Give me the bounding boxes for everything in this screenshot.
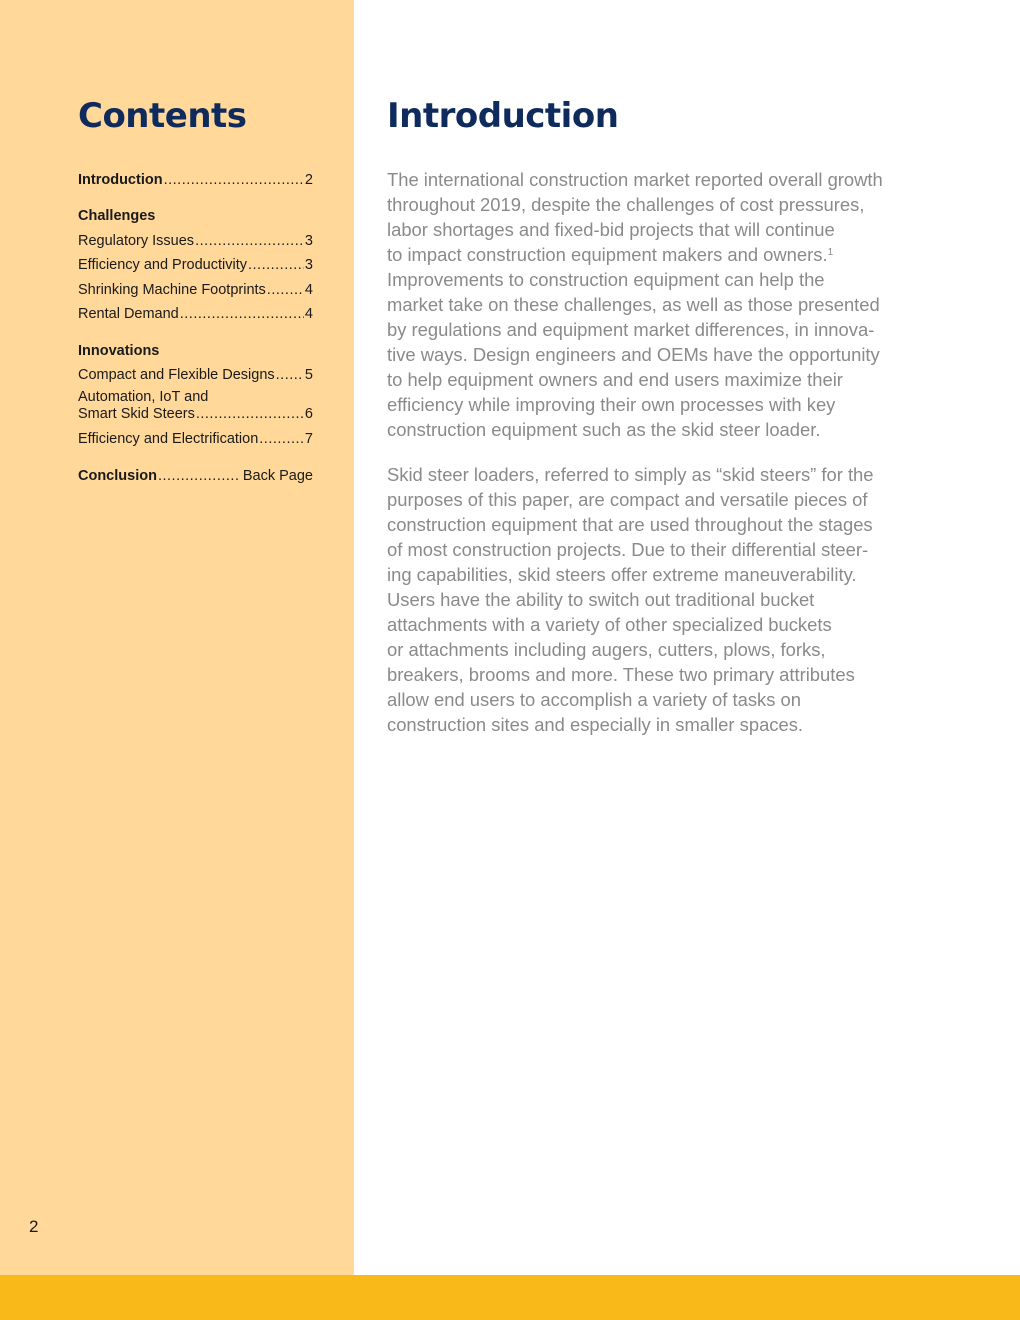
toc-entry-page: 7 <box>304 430 313 447</box>
introduction-title: Introduction <box>387 96 619 136</box>
toc-leader-dots <box>180 306 304 323</box>
toc-leader-dots <box>259 431 304 448</box>
toc-leader-dots <box>158 468 239 485</box>
text-line-content: to impact construction equipment makers and owners. <box>387 244 828 265</box>
text-line: The international construction market reported overall growth <box>387 169 883 190</box>
toc-entry-conclusion[interactable] <box>78 461 313 486</box>
text-line: of most construction projects. Due to their differential steer- <box>387 539 869 560</box>
toc-entry-label: Regulatory Issues <box>78 232 195 249</box>
toc-entry-label: Introduction <box>78 171 163 188</box>
toc-entry-label: Compact and Flexible Designs <box>78 367 275 383</box>
text-line: ing capabilities, skid steers offer extreme maneuverability. <box>387 564 857 585</box>
toc-leader-dots <box>267 282 304 299</box>
text-line: purposes of this paper, are compact and versatile pieces of <box>387 489 868 510</box>
toc-entry-label: Efficiency and Electrification <box>78 430 259 447</box>
toc-entry-label-line1: Automation, IoT and <box>78 389 209 405</box>
toc-leader-dots <box>195 233 304 250</box>
text-line: or attachments including augers, cutters, plows, forks, <box>387 639 826 660</box>
toc-entry-rental-demand[interactable] <box>78 299 313 324</box>
toc-leader-dots <box>276 367 304 384</box>
text-line: throughout 2019, despite the challenges of cost pressures, <box>387 194 865 215</box>
text-line: construction equipment that are used throughout the stages <box>387 514 873 535</box>
introduction-body <box>387 167 907 757</box>
text-line: breakers, brooms and more. These two primary attributes <box>387 664 855 685</box>
toc-entry-page: 4 <box>304 281 313 298</box>
page-number: 2 <box>29 1217 39 1236</box>
toc-entry-label: Efficiency and Productivity <box>78 257 247 273</box>
toc-leader-dots <box>196 406 304 423</box>
toc-entry-regulatory-issues[interactable] <box>78 225 313 250</box>
toc-leader-dots <box>164 172 304 189</box>
text-line: attachments with a variety of other specialized buckets <box>387 614 832 635</box>
contents-title: Contents <box>78 96 247 136</box>
footer-bar <box>0 1275 1020 1320</box>
toc-entry-efficiency-productivity[interactable] <box>78 250 313 275</box>
text-line: construction sites and especially in smaller spaces. <box>387 714 804 735</box>
text-line: construction equipment such as the skid steer loader. <box>387 419 821 440</box>
toc-entry-label: Smart Skid Steers <box>78 406 195 422</box>
text-line: Improvements to construction equipment can help the <box>387 269 825 290</box>
introduction-paragraph-2 <box>387 462 907 737</box>
toc-entry-label: Shrinking Machine Footprints <box>78 281 266 298</box>
toc-entry-page: 3 <box>304 257 313 273</box>
toc-entry-compact-designs[interactable] <box>78 360 313 385</box>
toc-heading-innovations: Innovations <box>78 342 160 359</box>
footnote-marker: 1 <box>827 247 834 258</box>
text-line: efficiency while improving their own processes with key <box>387 394 836 415</box>
toc-entry-page: 2 <box>304 171 313 188</box>
toc-entry-label: Conclusion <box>78 468 157 484</box>
text-line: tive ways. Design engineers and OEMs have the opportunity <box>387 344 880 365</box>
toc-heading-challenges: Challenges <box>78 208 156 224</box>
introduction-paragraph-1 <box>387 167 907 442</box>
text-line: Skid steer loaders, referred to simply as “skid steers” for the <box>387 464 874 485</box>
text-line: allow end users to accomplish a variety of tasks on <box>387 689 801 710</box>
text-line: to help equipment owners and end users maximize their <box>387 369 843 390</box>
text-line: market take on these challenges, as well as those presented <box>387 294 880 315</box>
toc-entry-introduction[interactable] <box>78 164 313 189</box>
toc-entry-page: Back Page <box>242 468 313 484</box>
toc-entry-page: 5 <box>304 367 313 383</box>
toc-leader-dots <box>248 257 304 274</box>
text-line: by regulations and equipment market differences, in innova- <box>387 319 875 340</box>
toc-entry-page: 6 <box>304 406 313 422</box>
toc-entry-page: 4 <box>304 306 313 322</box>
text-line: Users have the ability to switch out traditional bucket <box>387 589 815 610</box>
toc-entry-label: Rental Demand <box>78 306 179 322</box>
table-of-contents <box>78 164 313 485</box>
toc-entry-electrification[interactable] <box>78 423 313 448</box>
toc-entry-automation-iot[interactable] <box>78 389 313 423</box>
text-line: labor shortages and fixed-bid projects that will continue <box>387 219 835 240</box>
toc-entry-shrinking-footprints[interactable] <box>78 274 313 299</box>
toc-entry-page: 3 <box>304 232 313 249</box>
text-line <box>387 242 907 267</box>
